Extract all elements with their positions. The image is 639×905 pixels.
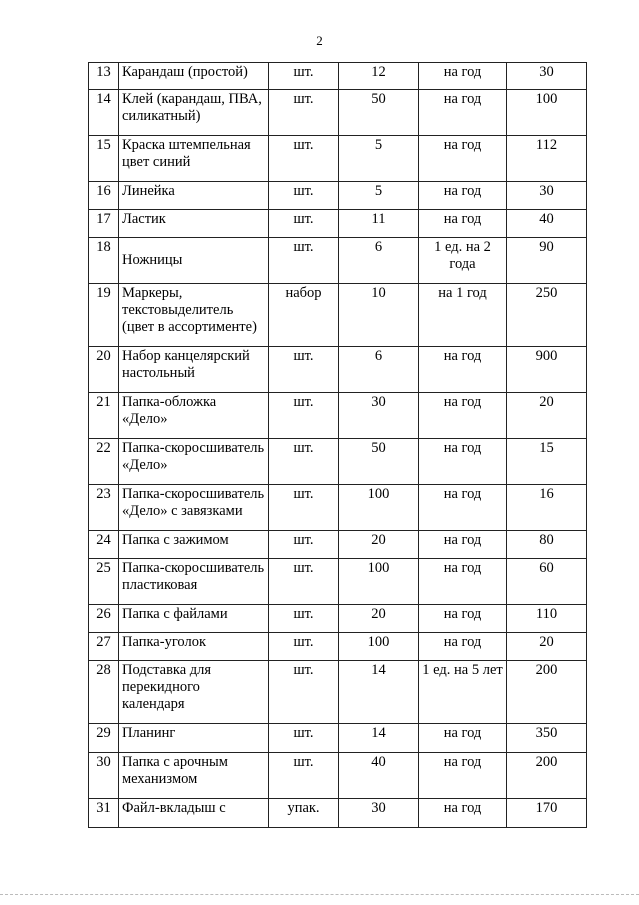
item-name: Папка-обложка «Дело» — [119, 393, 269, 439]
row-number: 25 — [89, 559, 119, 605]
row-number: 26 — [89, 605, 119, 633]
unit: шт. — [269, 182, 339, 210]
price: 90 — [507, 238, 587, 284]
table-row — [89, 90, 587, 136]
period: на год — [419, 485, 507, 531]
unit: шт. — [269, 238, 339, 284]
price: 110 — [507, 605, 587, 633]
item-name: Краска штемпельная цвет синий — [119, 136, 269, 182]
period: на год — [419, 753, 507, 799]
row-number: 23 — [89, 485, 119, 531]
table-row — [89, 485, 587, 531]
unit: шт. — [269, 633, 339, 661]
period: на год — [419, 799, 507, 828]
quantity: 14 — [339, 661, 419, 724]
period: на год — [419, 63, 507, 90]
period: на год — [419, 531, 507, 559]
quantity: 30 — [339, 393, 419, 439]
unit: шт. — [269, 485, 339, 531]
period: на 1 год — [419, 284, 507, 347]
item-name: Папка-уголок — [119, 633, 269, 661]
quantity: 30 — [339, 799, 419, 828]
table-row — [89, 182, 587, 210]
table-row — [89, 531, 587, 559]
period: на год — [419, 559, 507, 605]
unit: шт. — [269, 531, 339, 559]
price: 350 — [507, 724, 587, 753]
period: на год — [419, 347, 507, 393]
price: 80 — [507, 531, 587, 559]
quantity: 20 — [339, 531, 419, 559]
row-number: 13 — [89, 63, 119, 90]
quantity: 10 — [339, 284, 419, 347]
price: 15 — [507, 439, 587, 485]
item-name: Ластик — [119, 210, 269, 238]
price: 250 — [507, 284, 587, 347]
row-number: 20 — [89, 347, 119, 393]
item-name: Набор канцелярский настольный — [119, 347, 269, 393]
row-number: 24 — [89, 531, 119, 559]
table-row — [89, 347, 587, 393]
period: 1 ед. на 5 лет — [419, 661, 507, 724]
unit: шт. — [269, 90, 339, 136]
item-name: Линейка — [119, 182, 269, 210]
period: на год — [419, 633, 507, 661]
table-row — [89, 63, 587, 90]
unit: шт. — [269, 136, 339, 182]
row-number: 19 — [89, 284, 119, 347]
row-number: 30 — [89, 753, 119, 799]
quantity: 50 — [339, 439, 419, 485]
table-row — [89, 393, 587, 439]
table-row — [89, 136, 587, 182]
table-row — [89, 753, 587, 799]
row-number: 18 — [89, 238, 119, 284]
table-row — [89, 210, 587, 238]
item-name: Подставка для перекидного календаря — [119, 661, 269, 724]
page-bottom-divider — [0, 894, 639, 895]
row-number: 14 — [89, 90, 119, 136]
unit: шт. — [269, 605, 339, 633]
item-name: Папка-скоросшиватель «Дело» с завязками — [119, 485, 269, 531]
unit: шт. — [269, 347, 339, 393]
period: на год — [419, 724, 507, 753]
price: 170 — [507, 799, 587, 828]
quantity: 40 — [339, 753, 419, 799]
item-name: Папка с файлами — [119, 605, 269, 633]
item-name: Папка-скоросшиватель «Дело» — [119, 439, 269, 485]
unit: шт. — [269, 753, 339, 799]
row-number: 16 — [89, 182, 119, 210]
price: 200 — [507, 661, 587, 724]
item-name: Папка с зажимом — [119, 531, 269, 559]
period: на год — [419, 439, 507, 485]
price: 30 — [507, 182, 587, 210]
item-name: Маркеры, текстовыделитель (цвет в ассортименте) — [119, 284, 269, 347]
quantity: 5 — [339, 182, 419, 210]
row-number: 29 — [89, 724, 119, 753]
page-number: 2 — [316, 33, 323, 48]
row-number: 28 — [89, 661, 119, 724]
period: на год — [419, 210, 507, 238]
quantity: 100 — [339, 485, 419, 531]
table-row — [89, 238, 587, 284]
period: на год — [419, 605, 507, 633]
price: 20 — [507, 633, 587, 661]
item-name: Планинг — [119, 724, 269, 753]
quantity: 100 — [339, 633, 419, 661]
table-row — [89, 633, 587, 661]
row-number: 31 — [89, 799, 119, 828]
unit: шт. — [269, 724, 339, 753]
item-name: Карандаш (простой) — [119, 63, 269, 90]
unit: шт. — [269, 393, 339, 439]
unit: шт. — [269, 661, 339, 724]
unit: шт. — [269, 210, 339, 238]
period: на год — [419, 136, 507, 182]
table-row — [89, 605, 587, 633]
quantity: 6 — [339, 347, 419, 393]
quantity: 12 — [339, 63, 419, 90]
unit: шт. — [269, 559, 339, 605]
item-name: Папка с арочным механизмом — [119, 753, 269, 799]
row-number: 17 — [89, 210, 119, 238]
price: 60 — [507, 559, 587, 605]
quantity: 5 — [339, 136, 419, 182]
price: 100 — [507, 90, 587, 136]
row-number: 22 — [89, 439, 119, 485]
item-name: Ножницы — [119, 238, 269, 284]
period: на год — [419, 393, 507, 439]
period: 1 ед. на 2 года — [419, 238, 507, 284]
quantity: 50 — [339, 90, 419, 136]
quantity: 14 — [339, 724, 419, 753]
period: на год — [419, 90, 507, 136]
item-name: Клей (карандаш, ПВА, силикатный) — [119, 90, 269, 136]
period: на год — [419, 182, 507, 210]
price: 112 — [507, 136, 587, 182]
table-row — [89, 559, 587, 605]
table-row — [89, 724, 587, 753]
table-row — [89, 284, 587, 347]
price: 20 — [507, 393, 587, 439]
table-row — [89, 799, 587, 828]
quantity: 6 — [339, 238, 419, 284]
unit: упак. — [269, 799, 339, 828]
row-number: 21 — [89, 393, 119, 439]
unit: шт. — [269, 63, 339, 90]
item-name: Папка-скоросшиватель пластиковая — [119, 559, 269, 605]
price: 40 — [507, 210, 587, 238]
quantity: 20 — [339, 605, 419, 633]
price: 30 — [507, 63, 587, 90]
table-row — [89, 439, 587, 485]
table-row — [89, 661, 587, 724]
unit: шт. — [269, 439, 339, 485]
supplies-table — [88, 62, 587, 828]
row-number: 15 — [89, 136, 119, 182]
item-name: Файл-вкладыш с — [119, 799, 269, 828]
row-number: 27 — [89, 633, 119, 661]
price: 900 — [507, 347, 587, 393]
price: 200 — [507, 753, 587, 799]
unit: набор — [269, 284, 339, 347]
quantity: 11 — [339, 210, 419, 238]
price: 16 — [507, 485, 587, 531]
quantity: 100 — [339, 559, 419, 605]
